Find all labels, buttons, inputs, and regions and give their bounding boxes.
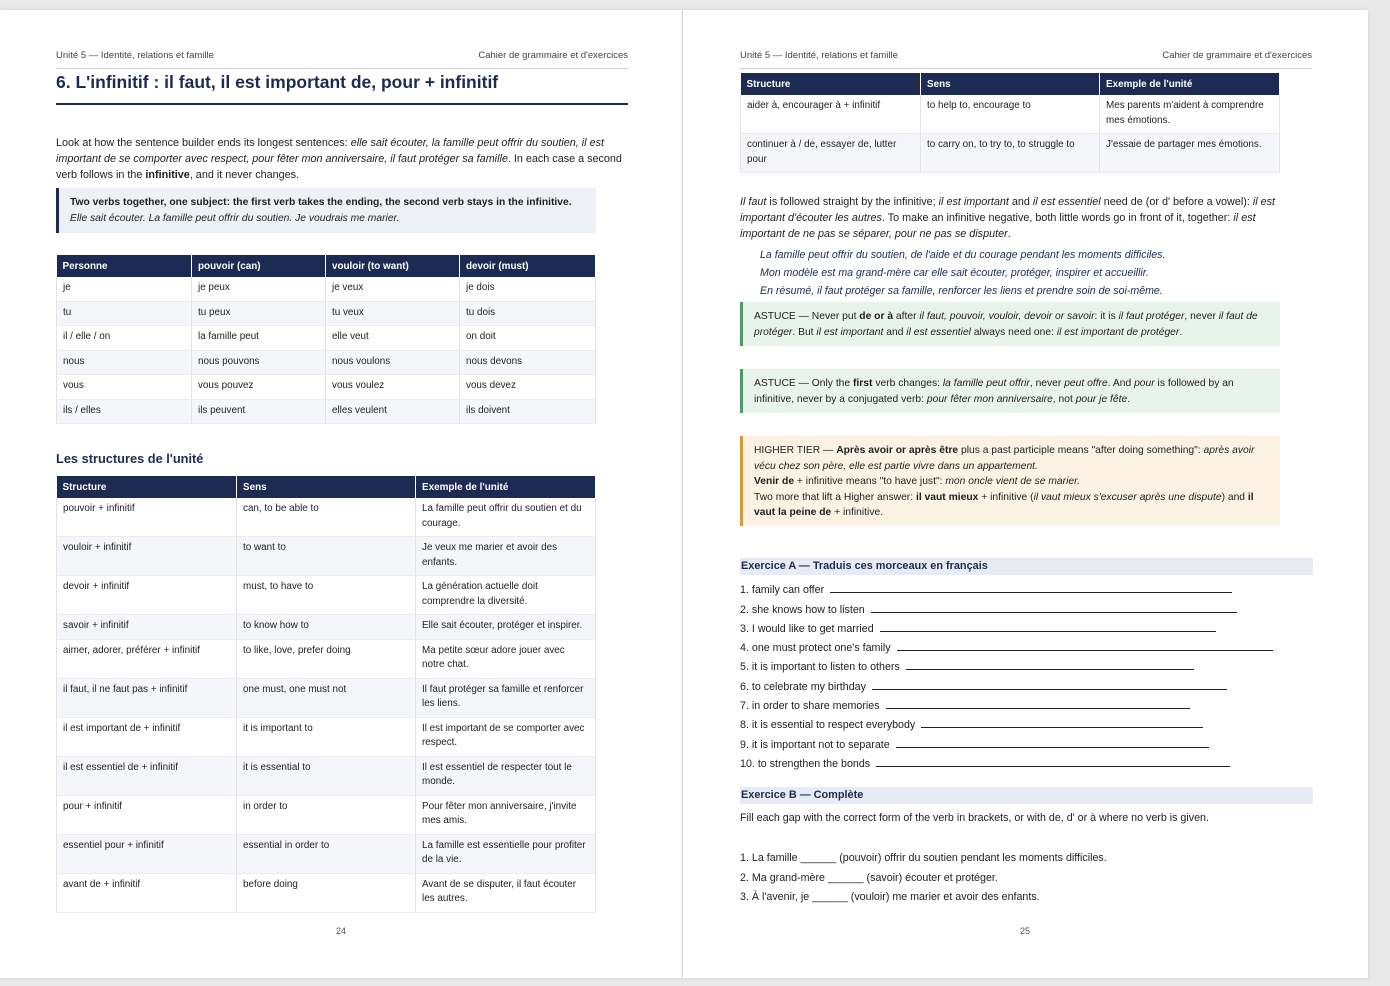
table-cell: tu veux	[326, 301, 460, 326]
higher-text: + infinitive (	[978, 491, 1034, 503]
table-cell: ils peuvent	[192, 399, 326, 424]
tip-text: and	[883, 326, 907, 338]
exercise-a-item	[740, 577, 1273, 596]
exercise-a-item	[740, 673, 1273, 692]
table-cell: must, to have to	[237, 576, 416, 615]
para-italic: il est important	[938, 196, 1009, 208]
table-cell: ils / elles	[57, 399, 192, 424]
table-cell: savoir + infinitif	[57, 615, 237, 640]
table-cell: vous pouvez	[192, 375, 326, 400]
structure-row	[57, 795, 596, 834]
structure-row	[57, 873, 596, 912]
exercise-a-prompt: 2. she knows how to listen	[740, 603, 865, 616]
answer-line[interactable]	[897, 650, 1273, 651]
structure-row	[57, 834, 596, 873]
table-cell: il / elle / on	[57, 326, 192, 351]
para-text: . To make an infinitive negative, both little words go in front of it, together:	[881, 212, 1234, 224]
tip-italic: il est essentiel	[906, 326, 971, 338]
table-cell: pouvoir + infinitif	[57, 498, 237, 537]
running-head-unit: Unité 5 — Identité, relations et famille	[56, 50, 214, 61]
table-cell: before doing	[237, 873, 416, 912]
running-head	[740, 46, 1312, 69]
exercise-b-heading: Exercice B — Complète	[740, 787, 1313, 804]
running-head-book: Cahier de grammaire et d'exercices	[478, 50, 628, 61]
table-header-cell: Exemple de l'unité	[1100, 73, 1280, 95]
exercise-a-prompt: 8. it is essential to respect everybody	[740, 719, 916, 732]
table-cell: vous voulez	[326, 375, 460, 400]
tip-text: after	[893, 311, 920, 322]
conjugation-row	[57, 277, 596, 301]
tip-text: , never	[1029, 378, 1065, 389]
table-cell: tu	[57, 301, 192, 326]
table-cell: to like, love, prefer doing	[237, 639, 416, 678]
table-cell: it is important to	[237, 717, 416, 756]
rule-box-bold: Two verbs together, one subject: the first verb takes the ending, the second verb stays in the infinitive.	[70, 197, 572, 208]
para-text: is followed straight by the infinitive;	[766, 196, 939, 208]
structure-row	[57, 537, 596, 576]
higher-text: Two more that lift a Higher answer:	[754, 491, 916, 503]
higher-text: plus a past participle means "after doing something":	[958, 445, 1204, 456]
table-cell: on doit	[460, 326, 596, 351]
table-cell: ils doivent	[460, 399, 596, 424]
higher-bold: Après avoir or après être	[836, 445, 959, 456]
example-sentence: La famille peut offrir du soutien, de l'aide et du courage pendant les moments difficiles.	[760, 249, 1166, 261]
tip-italic: il est important	[816, 326, 884, 338]
higher-italic: mon oncle vient de se marier.	[945, 476, 1081, 487]
table-cell: nous pouvons	[192, 350, 326, 375]
exercise-a-prompt: 6. to celebrate my birthday	[740, 680, 866, 693]
exercise-a-item	[740, 693, 1273, 712]
table-cell: to know how to	[237, 615, 416, 640]
example-sentence: Mon modèle est ma grand-mère car elle sait écouter, protéger, inspirer et accueillir.	[760, 267, 1149, 279]
exercise-b-list	[740, 849, 1107, 908]
tip-text: . But	[792, 326, 817, 338]
exercise-a-prompt: 9. it is important not to separate	[740, 738, 890, 751]
table-cell: Ma petite sœur adore jouer avec notre chat.	[416, 639, 596, 678]
intro-examples: elle sait écouter, la famille peut offrir du soutien, il est important de se comporter avec respect, pour fêter mon anniversaire, il faut protéger sa famille	[56, 137, 604, 165]
infinitive-rules-paragraph	[740, 194, 1302, 242]
higher-bold: il vaut la peine de	[754, 491, 1254, 518]
exercise-a-item	[740, 731, 1273, 750]
table-cell: avant de + infinitif	[57, 873, 237, 912]
table-cell: Elle sait écouter, protéger et inspirer.	[416, 615, 596, 640]
table-cell: in order to	[237, 795, 416, 834]
answer-line[interactable]	[876, 766, 1230, 767]
structures-heading: Les structures de l'unité	[56, 451, 204, 466]
exercise-a-item	[740, 654, 1273, 673]
table-cell: aider à, encourager à + infinitif	[741, 95, 921, 134]
structure-row	[57, 615, 596, 640]
example-sentences	[760, 246, 1165, 300]
exercise-a-item	[740, 712, 1273, 731]
answer-line[interactable]	[921, 727, 1203, 728]
structure-row	[57, 678, 596, 717]
table-header-cell: Exemple de l'unité	[416, 476, 596, 498]
exercise-a-heading: Exercice A — Traduis ces morceaux en français	[740, 558, 1313, 575]
intro-text-2: . In each case a second verb follows in the	[56, 153, 622, 181]
table-cell: elles veulent	[326, 399, 460, 424]
tip-box-1	[740, 302, 1280, 346]
table-cell: nous	[57, 350, 192, 375]
table-cell: Je veux me marier et avoir des enfants.	[416, 537, 596, 576]
structure-row	[57, 498, 596, 537]
table-cell: to want to	[237, 537, 416, 576]
table-cell: to carry on, to try to, to struggle to	[921, 134, 1100, 173]
tip-text: . And	[1107, 378, 1135, 389]
table-cell: Mes parents m'aident à comprendre mes émotions.	[1100, 95, 1280, 134]
table-cell: tu dois	[460, 301, 596, 326]
table-cell: tu peux	[192, 301, 326, 326]
table-cell: vouloir + infinitif	[57, 537, 237, 576]
answer-line[interactable]	[886, 708, 1190, 709]
answer-line[interactable]	[880, 631, 1216, 632]
table-cell: Il faut protéger sa famille et renforcer les liens.	[416, 678, 596, 717]
tip-italic: pour je fête	[1075, 393, 1128, 405]
left-page	[0, 10, 682, 978]
table-header-cell: Sens	[921, 73, 1100, 95]
table-cell: essential in order to	[237, 834, 416, 873]
right-page	[683, 10, 1368, 978]
conjugation-row	[57, 326, 596, 351]
answer-line[interactable]	[830, 592, 1232, 593]
table-cell: La famille peut offrir du soutien et du courage.	[416, 498, 596, 537]
higher-text: ) and	[1221, 491, 1248, 503]
higher-tier-box	[740, 436, 1280, 526]
exercise-a-item	[740, 596, 1273, 615]
higher-text: + infinitive means "to have just":	[794, 476, 946, 487]
table-cell: je peux	[192, 277, 326, 301]
conjugation-row	[57, 375, 596, 400]
table-cell: Pour fêter mon anniversaire, j'invite mes amis.	[416, 795, 596, 834]
tip-italic: la famille peut offrir	[942, 378, 1030, 389]
table-cell: il est important de + infinitif	[57, 717, 237, 756]
table-cell: Il est essentiel de respecter tout le monde.	[416, 756, 596, 795]
para-italic: il est important d'écouter les autres	[740, 196, 1276, 224]
structure-row	[57, 639, 596, 678]
table-header-cell: Structure	[57, 476, 237, 498]
table-cell: je veux	[326, 277, 460, 301]
exercise-a-prompt: 3. I would like to get married	[740, 622, 874, 635]
tip-text: ASTUCE — Only the	[754, 378, 853, 389]
exercise-a-prompt: 1. family can offer	[740, 584, 825, 597]
tip-italic: peut offre	[1064, 378, 1108, 389]
running-head	[56, 46, 628, 69]
table-cell: J'essaie de partager mes émotions.	[1100, 134, 1280, 173]
table-cell: nous devons	[460, 350, 596, 375]
table-cell: il est essentiel de + infinitif	[57, 756, 237, 795]
tip-italic: pour fêter mon anniversaire	[926, 393, 1053, 405]
answer-line[interactable]	[871, 612, 1237, 613]
table-cell: devoir + infinitif	[57, 576, 237, 615]
table-cell: it is essential to	[237, 756, 416, 795]
table-cell: pour + infinitif	[57, 795, 237, 834]
table-header-cell: Personne	[57, 255, 192, 277]
para-italic: il est essentiel	[1032, 196, 1101, 208]
page-number: 25	[1019, 926, 1030, 936]
intro-bold: infinitive	[145, 169, 190, 181]
table-cell: La génération actuelle doit comprendre la diversité.	[416, 576, 596, 615]
conjugation-row	[57, 350, 596, 375]
conjugation-row	[57, 399, 596, 424]
structure-row	[741, 134, 1280, 173]
table-cell: je dois	[460, 277, 596, 301]
answer-line[interactable]	[906, 669, 1194, 670]
structures-table-continued	[740, 73, 1280, 173]
table-cell: Avant de se disputer, il faut écouter les autres.	[416, 873, 596, 912]
table-cell: continuer à / de, essayer de, lutter pour	[741, 134, 921, 173]
running-head-book: Cahier de grammaire et d'exercices	[1162, 50, 1312, 61]
structure-row	[741, 95, 1280, 134]
tip-text: .	[1179, 326, 1183, 338]
intro-paragraph	[56, 135, 630, 183]
para-text: .	[1007, 228, 1011, 240]
tip-text: , not	[1052, 393, 1076, 405]
exercise-a-prompt: 4. one must protect one's family	[740, 642, 891, 655]
higher-italic: après avoir vécu chez son père, elle est partie vivre dans un appartement.	[754, 445, 1255, 472]
table-cell: Il est important de se comporter avec respect.	[416, 717, 596, 756]
tip-text: .	[1127, 393, 1131, 405]
table-header-cell: pouvoir (can)	[192, 255, 326, 277]
table-cell: vous	[57, 375, 192, 400]
answer-line[interactable]	[872, 689, 1227, 690]
page-number: 24	[335, 926, 346, 936]
intro-text: Look at how the sentence builder ends its longest sentences:	[56, 137, 351, 149]
table-cell: one must, one must not	[237, 678, 416, 717]
intro-text-3: , and it never changes.	[189, 169, 300, 181]
tip-text: ASTUCE — Never put	[754, 311, 860, 322]
tip-bold: de or à	[859, 311, 894, 322]
exercise-a-item	[740, 635, 1273, 654]
table-cell: il faut, il ne faut pas + infinitif	[57, 678, 237, 717]
tip-text: verb changes:	[872, 378, 943, 389]
exercise-a-prompt: 7. in order to share memories	[740, 700, 880, 713]
table-cell: nous voulons	[326, 350, 460, 375]
table-cell: can, to be able to	[237, 498, 416, 537]
tip-italic: il faut de protéger	[754, 311, 1258, 338]
example-sentence: En résumé, il faut protéger sa famille, renforcer les liens et prendre soin de soi-même.	[760, 285, 1163, 297]
para-text: need de (or d' before a vowel):	[1100, 196, 1253, 208]
tip-text: : it is	[1094, 311, 1119, 322]
exercise-a-item	[740, 616, 1273, 635]
table-cell: vous devez	[460, 375, 596, 400]
table-cell: elle veut	[326, 326, 460, 351]
tip-box-2	[740, 369, 1280, 413]
rule-box	[56, 188, 596, 233]
table-cell: aimer, adorer, préférer + infinitif	[57, 639, 237, 678]
para-italic: Il faut	[740, 196, 767, 208]
higher-bold: il vaut mieux	[915, 491, 979, 503]
page-title: 6. L'infinitif : il faut, il est important de, pour + infinitif	[56, 72, 628, 105]
structures-table	[56, 476, 596, 913]
table-cell: essentiel pour + infinitif	[57, 834, 237, 873]
table-cell: la famille peut	[192, 326, 326, 351]
higher-text: + infinitive.	[831, 507, 884, 518]
tip-text: is followed by an infinitive, never by a conjugated verb:	[754, 378, 1234, 405]
exercise-a-list	[740, 577, 1273, 770]
tip-italic: pour	[1134, 378, 1155, 389]
exercise-b-item[interactable]: 3. À l'avenir, je ______ (vouloir) me marier et avoir des enfants.	[740, 891, 1040, 903]
higher-text: HIGHER TIER —	[754, 445, 837, 456]
higher-italic: il vaut mieux s'excuser après une dispute	[1033, 491, 1222, 503]
conjugation-row	[57, 301, 596, 326]
tip-text: always need one:	[970, 326, 1057, 338]
exercise-b-item[interactable]: 2. Ma grand-mère ______ (savoir) écouter et protéger.	[740, 871, 998, 884]
structure-row	[57, 576, 596, 615]
rule-box-examples: Elle sait écouter. La famille peut offrir du soutien. Je voudrais me marier.	[70, 212, 400, 224]
structure-row	[57, 717, 596, 756]
table-header-cell: vouloir (to want)	[326, 255, 460, 277]
exercise-b-instruction: Fill each gap with the correct form of the verb in brackets, or with de, d' or à where no verb is given.	[740, 812, 1209, 824]
tip-bold: first	[853, 378, 873, 389]
structure-row	[57, 756, 596, 795]
answer-line[interactable]	[896, 747, 1209, 748]
higher-bold: Venir de	[754, 476, 795, 487]
table-cell: to help to, encourage to	[921, 95, 1100, 134]
tip-italic: il faut protéger	[1118, 311, 1185, 322]
tip-italic: il faut, pouvoir, vouloir, devoir or savoir	[919, 311, 1095, 322]
tip-text: , never	[1184, 311, 1219, 322]
table-cell: La famille est essentielle pour profiter de la vie.	[416, 834, 596, 873]
exercise-a-item	[740, 751, 1273, 770]
exercise-a-prompt: 5. it is important to listen to others	[740, 661, 900, 674]
conjugation-table	[56, 255, 596, 424]
table-cell: je	[57, 277, 192, 301]
table-header-cell: devoir (must)	[460, 255, 596, 277]
exercise-a-prompt: 10. to strengthen the bonds	[740, 757, 871, 770]
running-head-unit: Unité 5 — Identité, relations et famille	[740, 50, 898, 61]
table-header-cell: Sens	[237, 476, 416, 498]
tip-italic: il est important de protéger	[1056, 326, 1180, 338]
para-italic: il est important de ne pas se séparer, pour ne pas se disputer	[740, 212, 1256, 240]
exercise-b-item[interactable]: 1. La famille ______ (pouvoir) offrir du soutien pendant les moments difficiles.	[740, 852, 1107, 864]
table-header-cell: Structure	[741, 73, 921, 95]
para-text: and	[1008, 196, 1033, 208]
